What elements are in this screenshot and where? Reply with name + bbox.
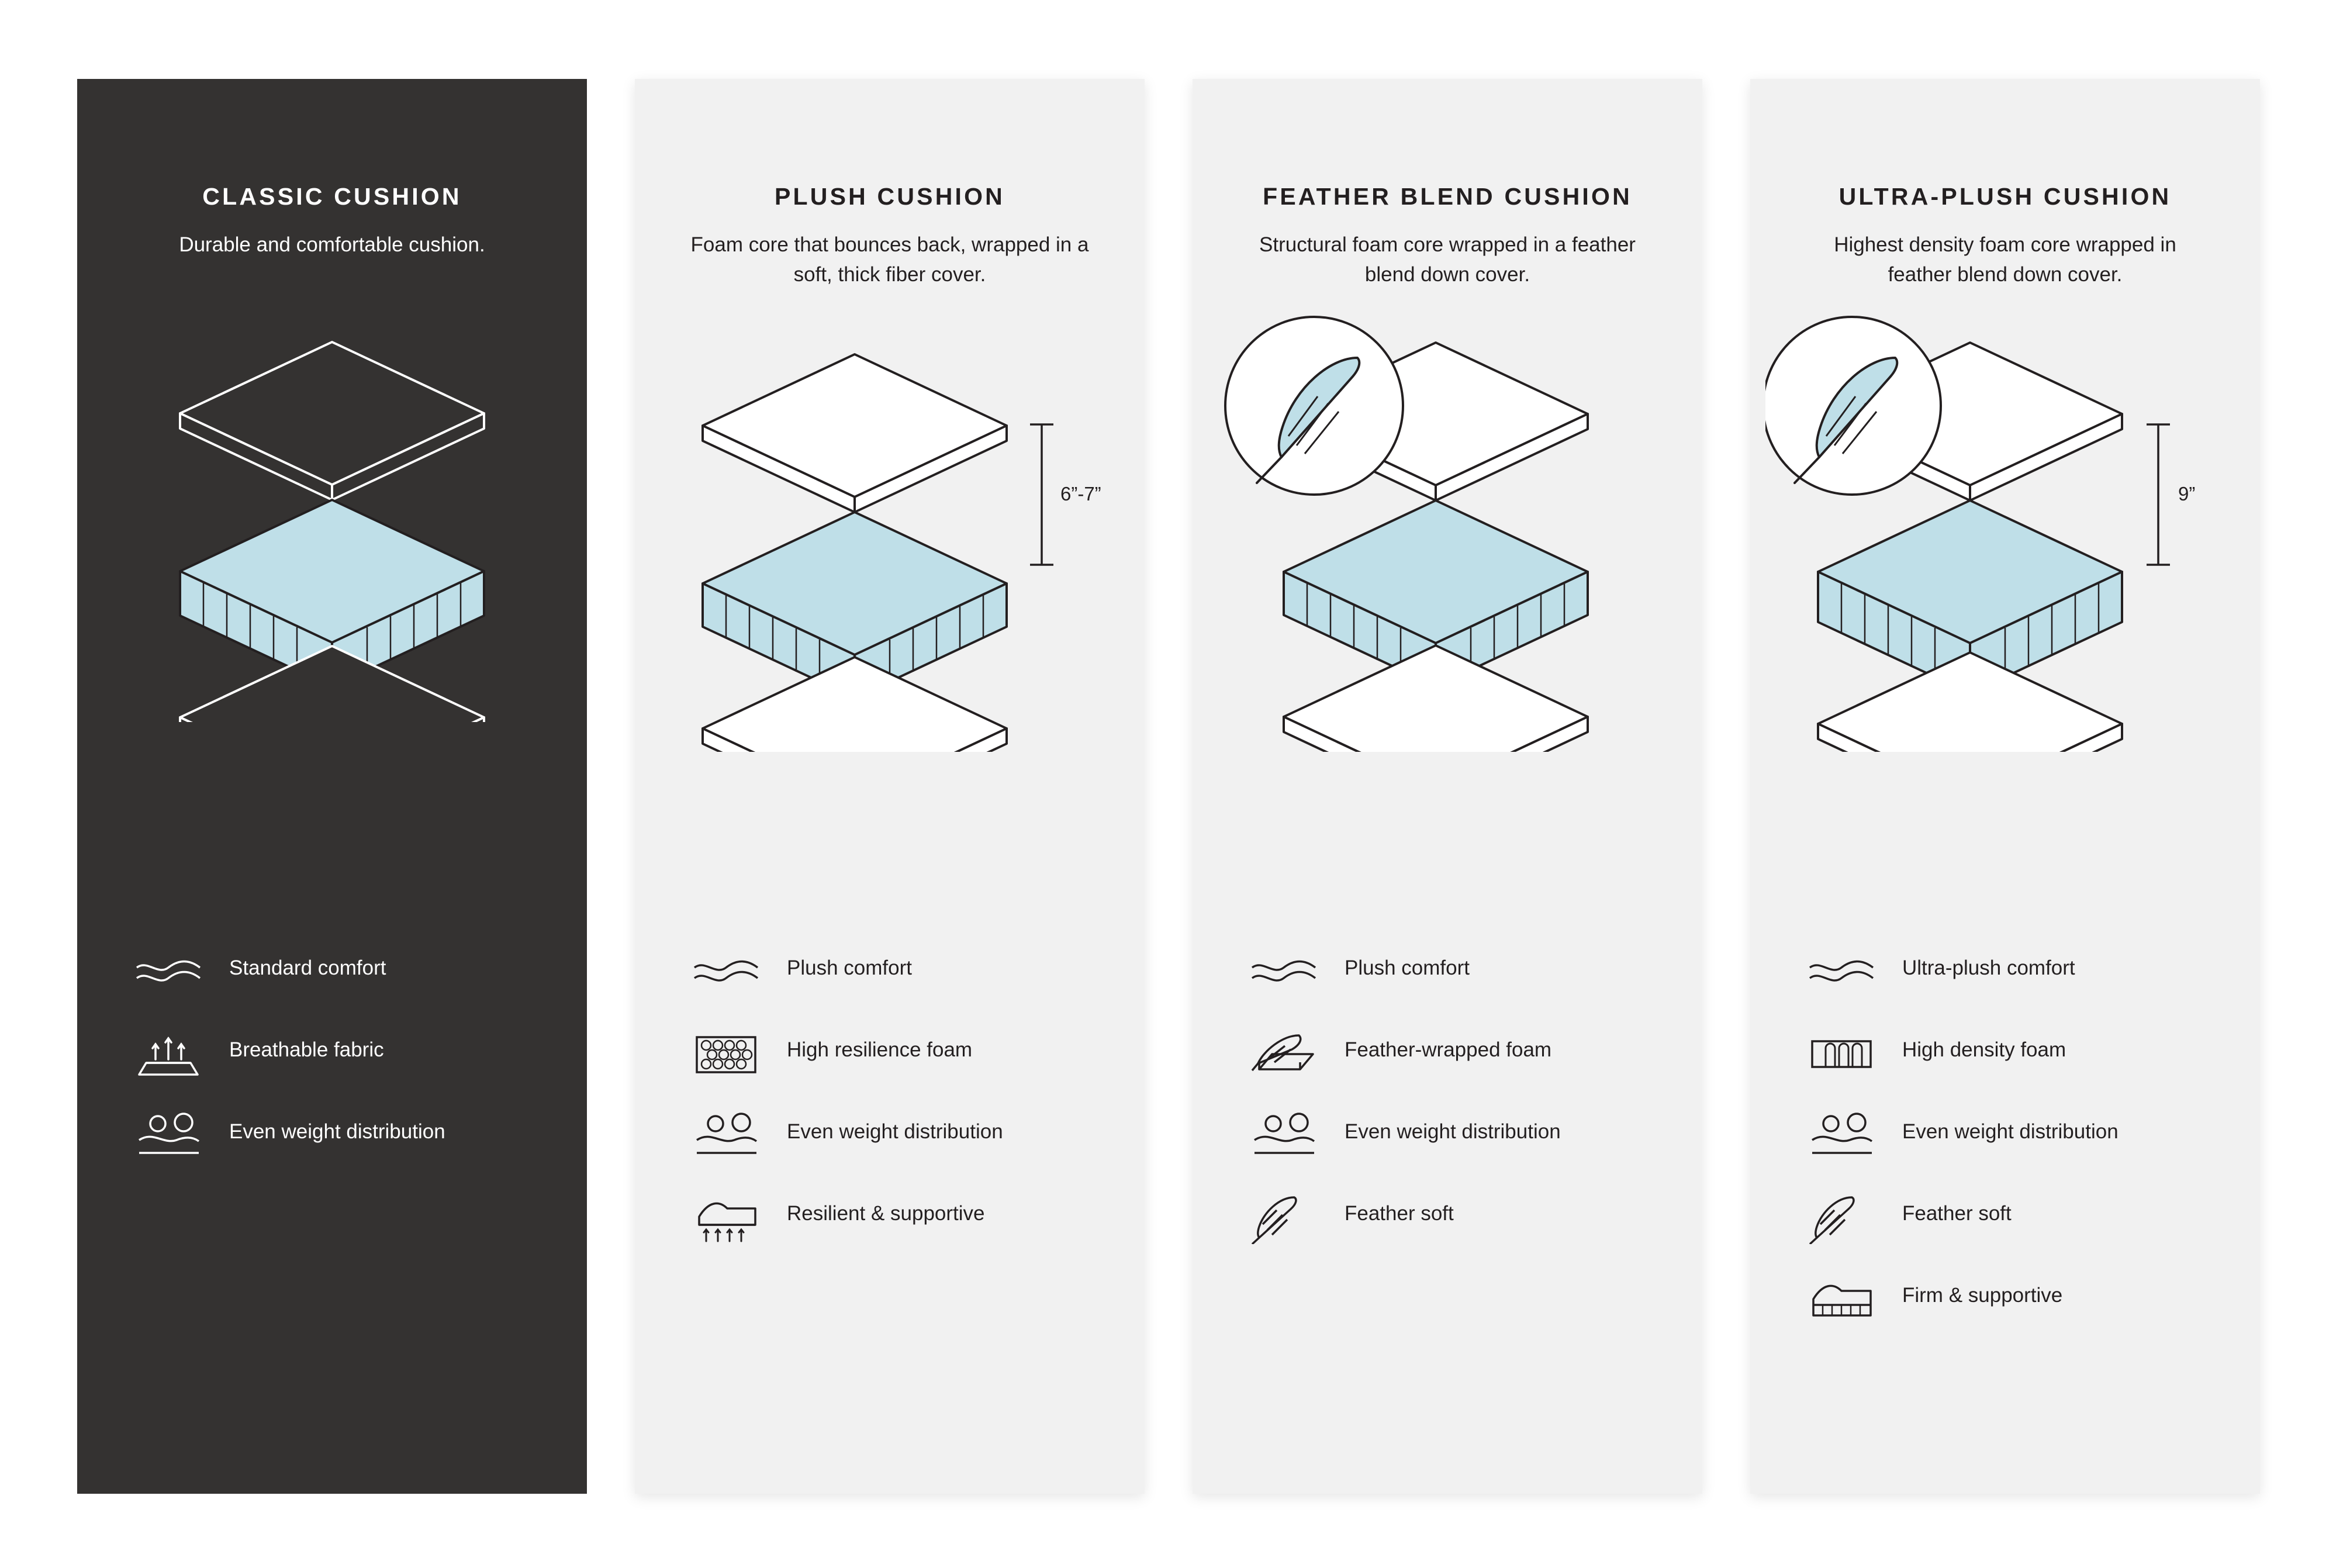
feature-label: Plush comfort (1345, 956, 1470, 979)
feature-label: Plush comfort (787, 956, 912, 979)
list-item (133, 1108, 538, 1164)
feature-label: Ultra-plush comfort (1902, 956, 2075, 979)
list-item (1806, 1190, 2211, 1246)
list-item (133, 1026, 538, 1082)
wave-icon (133, 944, 221, 1000)
list-item (133, 944, 538, 1000)
feature-list-ultra-plush (1750, 944, 2260, 1353)
exploded-cushion-diagram-feather-blend (1193, 308, 1702, 769)
feature-label: Standard comfort (229, 956, 386, 979)
feather-badge-icon (1765, 317, 1941, 495)
even-weight-distribution-icon (1806, 1108, 1894, 1164)
feature-label: Breathable fabric (229, 1038, 384, 1061)
feature-label: Even weight distribution (787, 1120, 1003, 1143)
exploded-cushion-diagram-classic (77, 278, 587, 740)
list-item (691, 1190, 1095, 1246)
list-item (1249, 1190, 1653, 1246)
list-item (1249, 944, 1653, 1000)
card-description: Structural foam core wrapped in a feather blend down cover. (1259, 233, 1636, 286)
list-item (691, 1108, 1095, 1164)
list-item (1249, 1108, 1653, 1164)
breathable-fabric-icon (133, 1026, 221, 1082)
list-item (1806, 1026, 2211, 1082)
feature-list-classic (77, 944, 587, 1190)
feather-badge-icon (1225, 317, 1403, 495)
feature-label: Even weight distribution (1902, 1120, 2119, 1143)
high-density-foam-icon (1806, 1026, 1894, 1082)
even-weight-distribution-icon (1249, 1108, 1336, 1164)
list-item (1806, 944, 2211, 1000)
dimension-label: 9” (2178, 482, 2196, 505)
feather-wrapped-foam-icon (1249, 1026, 1336, 1082)
page-title: CLASSIC CUSHION (202, 183, 462, 210)
page-title: ULTRA-PLUSH CUSHION (1838, 183, 2172, 210)
list-item (1806, 1272, 2211, 1328)
even-weight-distribution-icon (133, 1108, 221, 1164)
page-title: PLUSH CUSHION (774, 183, 1005, 210)
card-feather-blend-cushion[interactable] (1193, 79, 1702, 1494)
feature-label: High resilience foam (787, 1038, 973, 1061)
firm-supportive-icon (1806, 1272, 1894, 1328)
list-item (1806, 1108, 2211, 1164)
dimension-label: 6”-7” (1060, 482, 1101, 505)
cushion-layers-illustration (110, 278, 554, 722)
wave-icon (1249, 944, 1336, 1000)
list-item (691, 944, 1095, 1000)
feature-label: Resilient & supportive (787, 1202, 985, 1225)
card-description: Highest density foam core wrapped in feather blend down cover. (1834, 233, 2176, 286)
card-plush-cushion[interactable] (635, 79, 1145, 1494)
feature-list-feather-blend (1193, 944, 1702, 1272)
feature-label: Feather-wrapped foam (1345, 1038, 1552, 1061)
wave-icon (1806, 944, 1894, 1000)
wave-icon (691, 944, 779, 1000)
high-resilience-foam-icon (691, 1026, 779, 1082)
feature-label: Firm & supportive (1902, 1284, 2063, 1307)
card-description: Durable and comfortable cushion. (179, 233, 485, 257)
page-title: FEATHER BLEND CUSHION (1263, 183, 1632, 210)
resilient-supportive-icon (691, 1190, 779, 1246)
feature-label: Feather soft (1902, 1202, 2012, 1225)
exploded-cushion-diagram-ultra-plush (1750, 308, 2260, 769)
exploded-cushion-diagram-plush (635, 308, 1145, 769)
card-classic-cushion[interactable] (77, 79, 587, 1494)
feather-icon (1249, 1190, 1336, 1246)
feature-label: Feather soft (1345, 1202, 1454, 1225)
cushion-layers-illustration (1214, 308, 1681, 752)
feature-label: High density foam (1902, 1038, 2066, 1061)
card-row (77, 79, 2260, 1494)
even-weight-distribution-icon (691, 1108, 779, 1164)
list-item (1249, 1026, 1653, 1082)
feature-label: Even weight distribution (1345, 1120, 1561, 1143)
card-ultra-plush-cushion[interactable] (1750, 79, 2260, 1494)
cushion-layers-illustration (1765, 308, 2245, 752)
feather-icon (1806, 1190, 1894, 1246)
card-description: Foam core that bounces back, wrapped in a soft, thick fiber cover. (690, 233, 1089, 286)
list-item (691, 1026, 1095, 1082)
feature-label: Even weight distribution (229, 1120, 445, 1143)
cushion-layers-illustration (656, 308, 1124, 752)
feature-list-plush (635, 944, 1145, 1272)
